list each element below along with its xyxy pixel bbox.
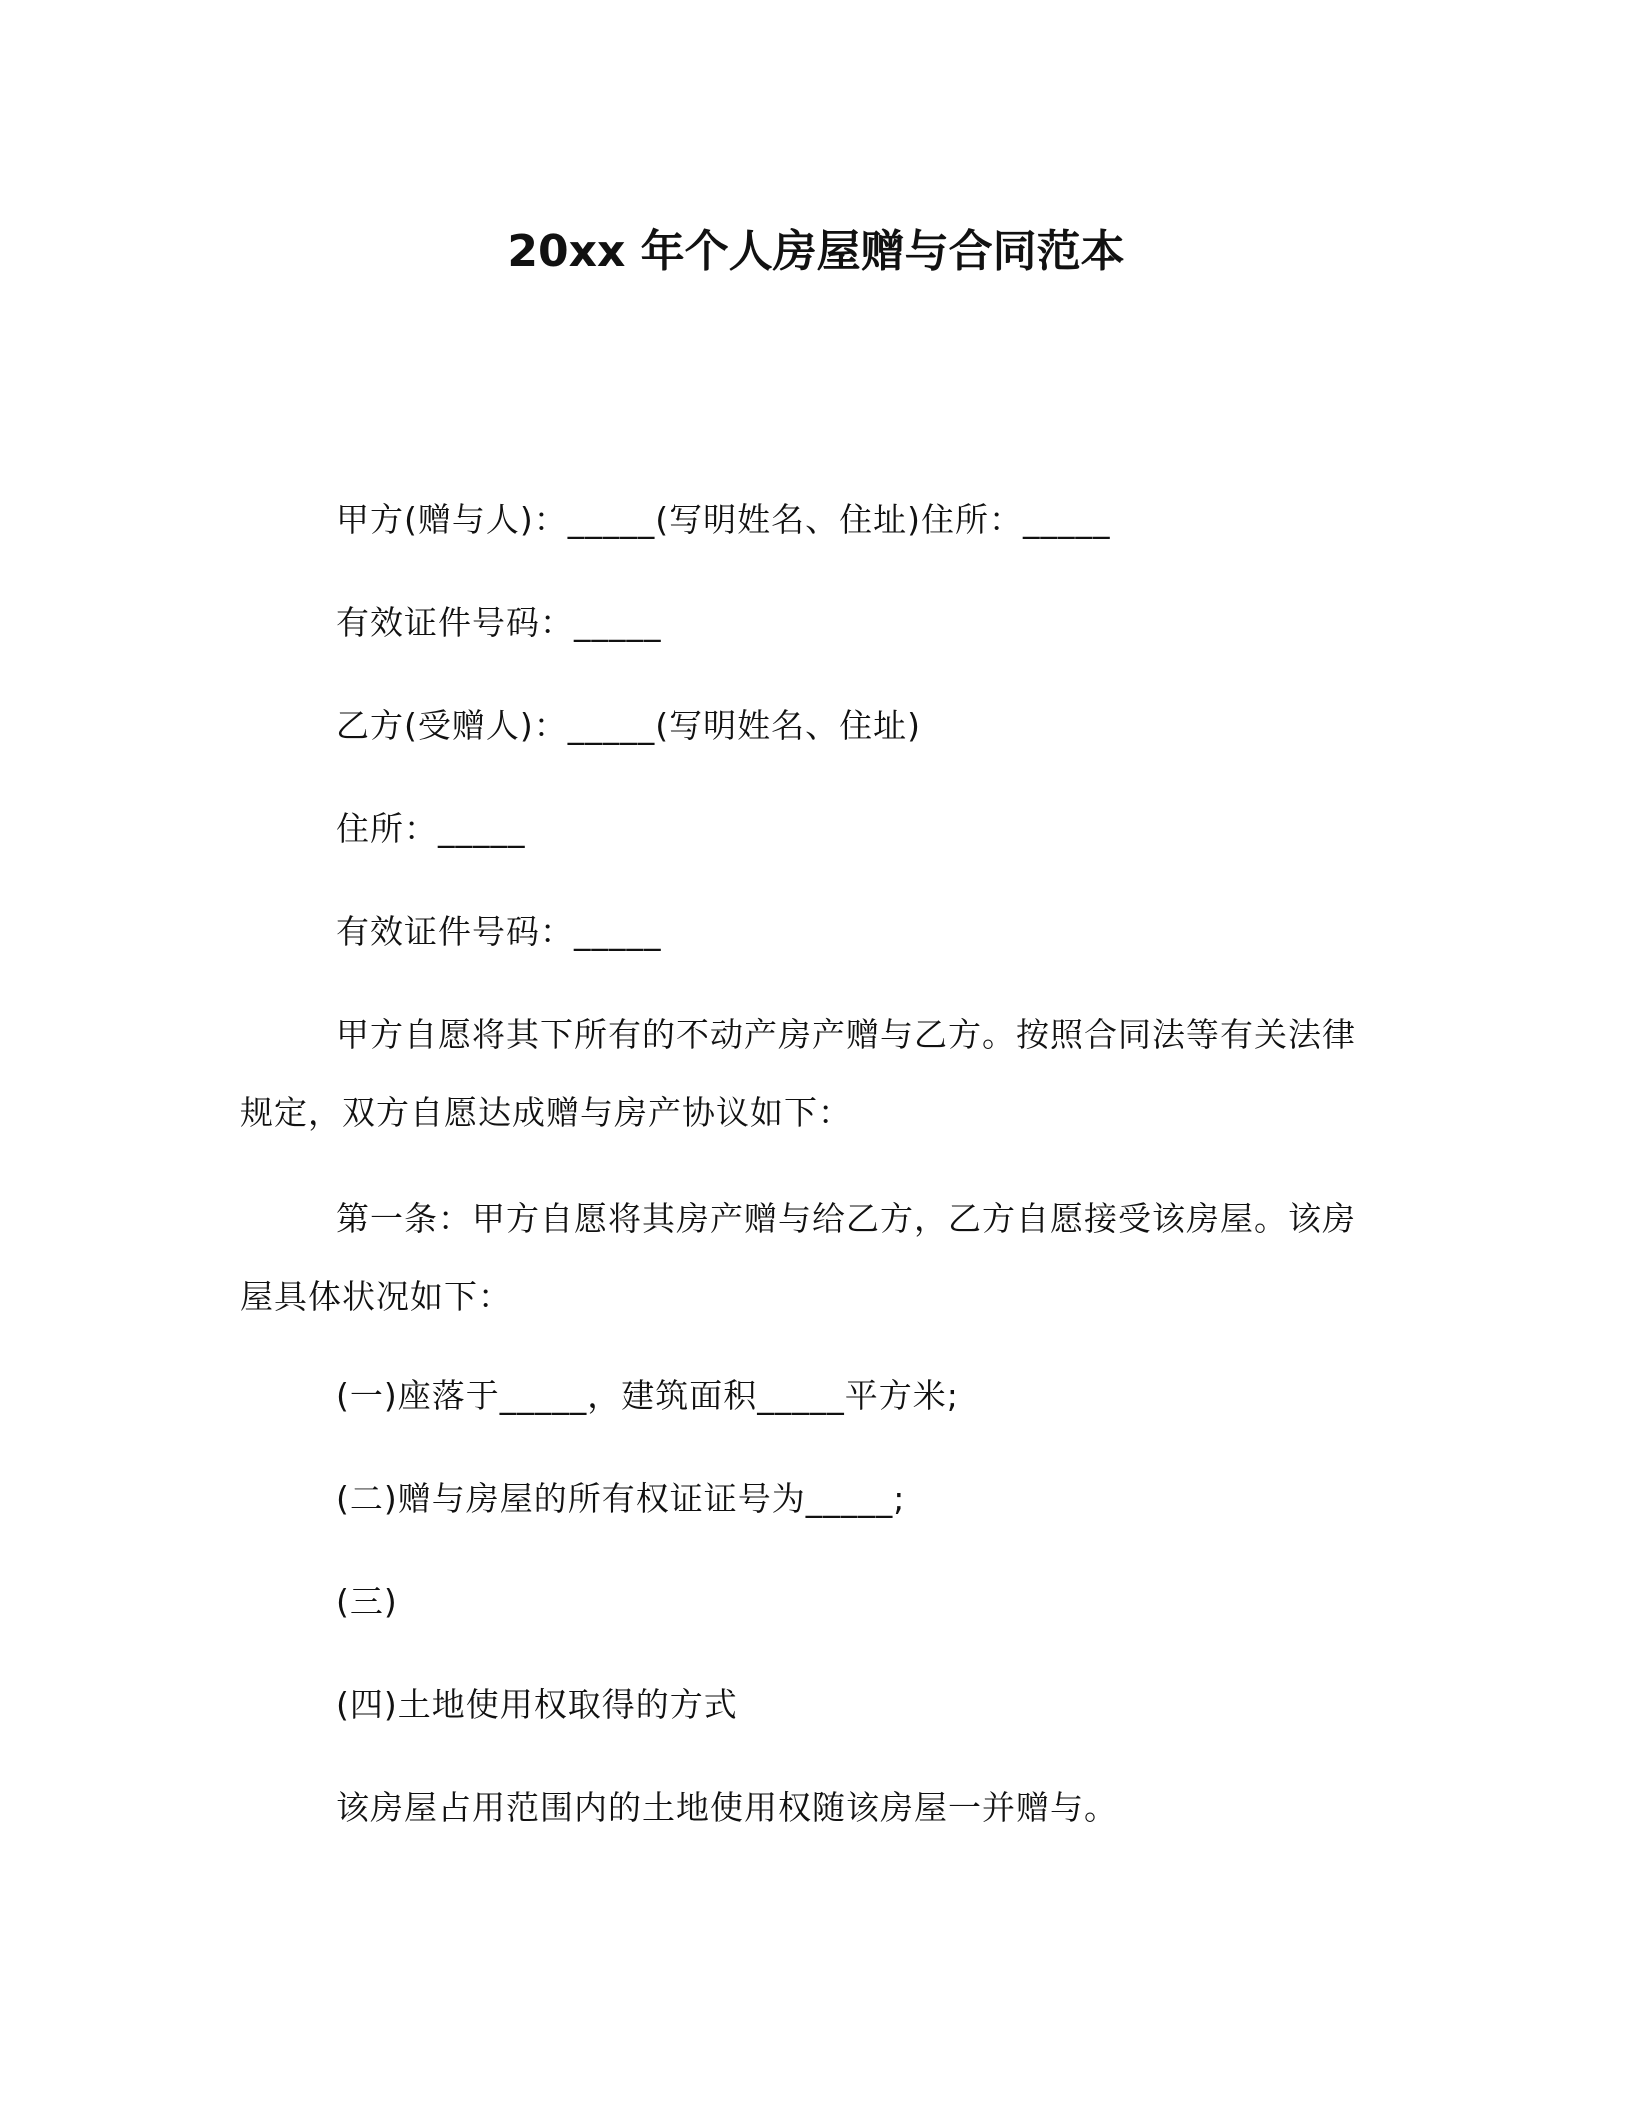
item-2-line: (二)赠与房屋的所有权证证号为_____; [336, 1479, 906, 1518]
intro-paragraph: 甲方自愿将其下所有的不动产房产赠与乙方。按照合同法等有关法律规定，双方自愿达成赠与房产协议如下： [240, 1015, 1356, 1132]
party-b-line: 乙方(受赠人)：_____(写明姓名、住址) [336, 706, 921, 745]
article-1-paragraph: 第一条：甲方自愿将其房产赠与给乙方，乙方自愿接受该房屋。该房屋具体状况如下： [240, 1199, 1356, 1316]
party-b-address-line: 住所：_____ [336, 809, 526, 848]
item-1-line: (一)座落于_____，建筑面积_____平方米; [336, 1376, 959, 1415]
party-b-id-line: 有效证件号码：_____ [336, 912, 662, 951]
party-a-line: 甲方(赠与人)：_____(写明姓名、住址)住所：_____ [336, 500, 1111, 539]
item-4-line: (四)土地使用权取得的方式 [336, 1685, 738, 1724]
land-clause-line: 该房屋占用范围内的土地使用权随该房屋一并赠与。 [336, 1788, 1118, 1827]
item-3-line: (三) [336, 1582, 398, 1621]
party-a-id-line: 有效证件号码：_____ [336, 603, 662, 642]
document-title: 20xx 年个人房屋赠与合同范本 [507, 226, 1125, 277]
